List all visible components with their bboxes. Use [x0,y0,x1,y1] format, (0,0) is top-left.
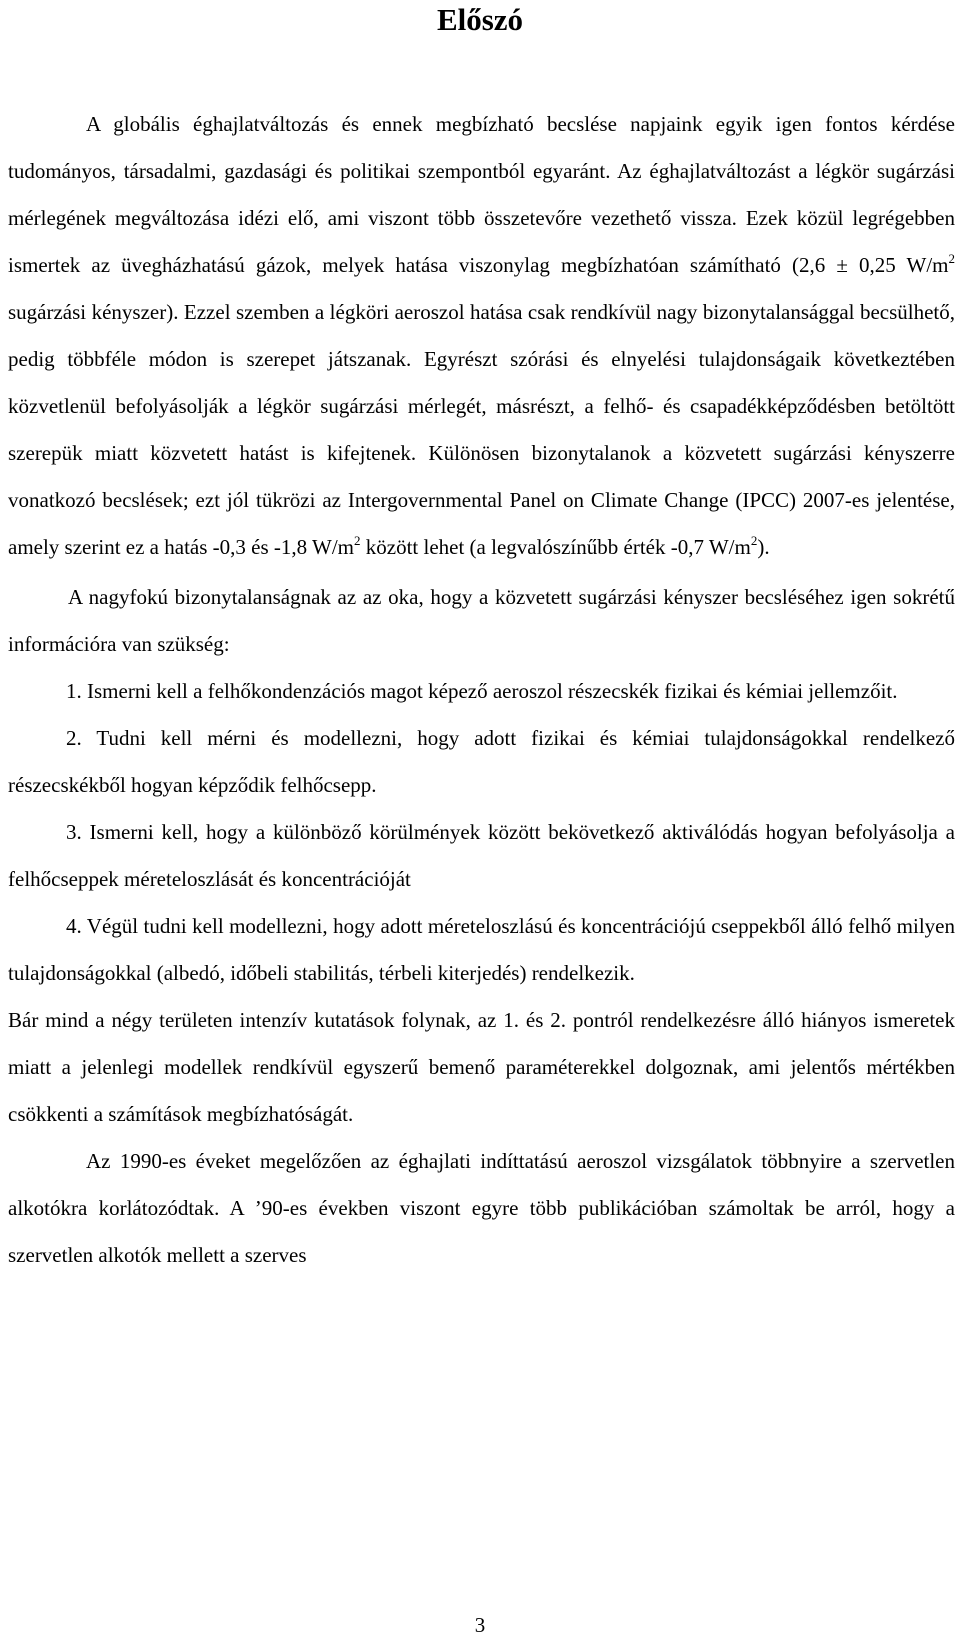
superscript-squared: 2 [750,533,758,548]
list-item: 1. Ismerni kell a felhőkondenzációs magot képező aeroszol részecskék fizikai és kémiai jellemzőit. [66,679,898,703]
paragraph-history: Az 1990-es éveket megelőzően az éghajlati indíttatású aeroszol vizsgálatok többnyire a szervetlen alkotókra korlátozódtak. A ’90-es években viszont egyre több publikációban számoltak be arról, hogy a szervetlen alkotók mellett a szerves [8,1149,955,1267]
page-title: Előszó [436,2,524,37]
list-item: 2. Tudni kell mérni és modellezni, hogy adott fizikai és kémiai tulajdonságokkal rendelkező részecskékből hogyan képződik felhőcsepp. [8,726,955,797]
paragraph-research: Bár mind a négy területen intenzív kutatások folynak, az 1. és 2. pontról rendelkezésre álló hiányos ismeretek miatt a jelenlegi modellek rendkívül egyszerű bemenő paraméterekkel dolgoznak, ami jelentős mértékben csökkenti a számítások megbízhatóságát. [8,1008,955,1126]
superscript-squared: 2 [948,251,955,266]
paragraph-intro-part-d: ). [757,535,770,559]
list-item: 3. Ismerni kell, hogy a különböző körülmények között bekövetkező aktiválódás hogyan befolyásolja a felhőcseppek méreteloszlását és koncentrációját [8,820,955,891]
paragraph-intro-part-c: között lehet (a legvalószínűbb érték -0,7 W/m [360,535,751,559]
paragraph-intro [8,101,955,571]
page-number: 3 [474,1613,486,1637]
body-text [8,101,955,1279]
superscript-squared: 2 [354,533,361,548]
paragraph-intro-part-b: sugárzási kényszer). Ezzel szemben a légköri aeroszol hatása csak rendkívül nagy bizonytalansággal becsülhető, pedig többféle módon is szerepet játszanak. Egyrészt szórási és elnyelési tulajdonságaik következtében közvetlenül befolyásolják a légkör sugárzási mérlegét, másrészt, a felhő- és csapadékképződésben betöltött szerepük miatt közvetett hatást is kifejtenek. Különösen bizonytalanok a közvetett sugárzási kényszerre vonatkozó becslések; ezt jól tükrözi az Intergovernmental Panel on Climate Change (IPCC) 2007-es jelentése, amely szerint ez a hatás -0,3 és -1,8 W/m [8,300,955,559]
paragraph-uncertainty: A nagyfokú bizonytalanságnak az az oka, hogy a közvetett sugárzási kényszer becsléséhez igen sokrétű információra van szükség: [8,585,955,656]
list-item: 4. Végül tudni kell modellezni, hogy adott méreteloszlású és koncentrációjú cseppekből álló felhő milyen tulajdonságokkal (albedó, időbeli stabilitás, térbeli kiterjedés) rendelkezik. [8,914,955,985]
paragraph-intro-part-a: A globális éghajlatváltozás és ennek megbízható becslése napjaink egyik igen fontos kérdése tudományos, társadalmi, gazdasági és politikai szempontból egyaránt. Az éghajlatváltozást a légkör sugárzási mérlegének megváltozása idézi elő, ami viszont több összetevőre vezethető vissza. Ezek közül legrégebben ismertek az üvegházhatású gázok, melyek hatása viszonylag megbízhatóan számítható (2,6 ± 0,25 W/m [8,112,955,277]
